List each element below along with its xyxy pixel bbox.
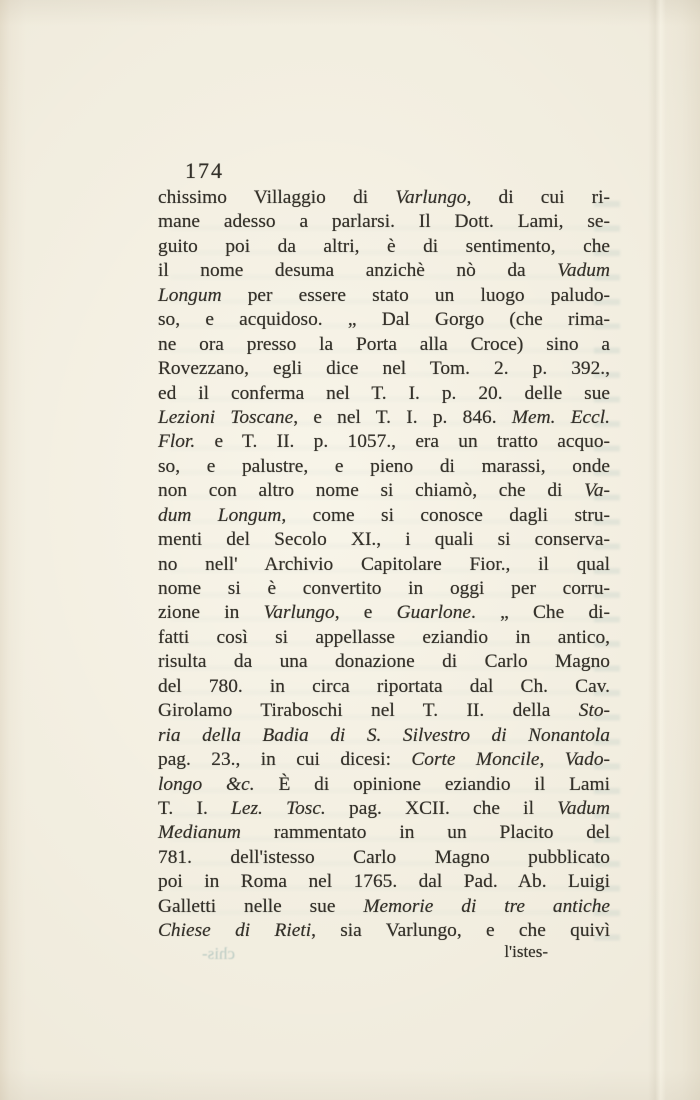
text-segment: ne ora presso la Porta alla Croce) sino a <box>158 333 610 355</box>
text-line <box>158 650 610 674</box>
text-line <box>158 821 610 845</box>
text-line <box>158 406 610 430</box>
text-line <box>158 308 610 332</box>
text-segment: 781. dell'istesso Carlo Magno pubblicato <box>158 846 610 868</box>
text-segment: Corte Moncile <box>411 749 540 771</box>
text-segment: Va- <box>584 480 610 502</box>
text-segment: , di cui ri- <box>466 187 610 208</box>
text-segment: pag. 23., in cui dicesi: <box>158 749 412 771</box>
text-segment: Guarlone <box>396 602 471 624</box>
text-segment: , come si conosce dagli stru- <box>281 504 611 526</box>
text-segment: , sia Varlungo, e che quivì <box>311 920 610 942</box>
text-line <box>158 259 610 283</box>
text-line <box>158 626 610 650</box>
text-segment: ed il conferma nel T. I. p. 20. delle sue <box>158 382 610 404</box>
text-line <box>158 773 610 797</box>
text-segment: Longum <box>158 284 222 306</box>
text-segment: rammentato in un Placito del <box>240 822 610 844</box>
text-line <box>158 210 610 234</box>
text-segment: , e <box>334 602 397 624</box>
text-segment: Rovezzano, egli dice nel Tom. 2. p. 392., <box>158 358 610 380</box>
verso-show-through-catchword: chis- <box>202 944 236 963</box>
text-segment: Varlungo <box>263 602 335 624</box>
text-line <box>158 528 610 552</box>
text-segment: non con altro nome si chiamò, che di <box>158 480 585 502</box>
text-segment: so, e palustre, e pieno di marassi, onde <box>158 455 610 477</box>
text-line <box>158 870 610 894</box>
text-segment: Vado- <box>564 749 610 771</box>
text-line <box>158 724 610 748</box>
text-segment: il nome desuma anzichè nò da <box>158 260 558 282</box>
page-number: 174 <box>185 158 224 183</box>
text-line <box>158 919 610 943</box>
text-segment: Lez. Tosc. <box>231 797 326 819</box>
text-segment: È di opinione eziandio il Lami <box>254 773 611 795</box>
text-line <box>158 675 610 699</box>
text-segment: Lezioni Toscane <box>158 406 294 428</box>
text-segment: , e nel T. I. p. 846. <box>293 406 512 428</box>
text-segment: e T. II. p. 1057., era un tratto acquo- <box>195 431 610 453</box>
text-line <box>158 553 610 577</box>
text-segment: Memorie di tre antiche <box>363 895 610 917</box>
text-segment: so, e acquidoso. „ Dal Gorgo (che rima- <box>158 309 610 331</box>
text-segment: fatti così si appellasse eziandio in antico, <box>158 626 610 648</box>
text-segment: per essere stato un luogo paludo- <box>221 284 610 306</box>
text-segment: . „ Che di- <box>471 602 610 624</box>
text-segment: guito poi da altri, è di sentimento, che <box>158 235 610 257</box>
text-segment: Sto- <box>578 700 610 722</box>
text-segment: mane adesso a parlarsi. Il Dott. Lami, se- <box>158 211 610 233</box>
text-segment: T. I. <box>158 797 232 819</box>
text-segment: dum Longum <box>158 504 282 526</box>
text-line <box>158 455 610 479</box>
text-line <box>158 382 610 406</box>
text-segment: , <box>539 749 565 771</box>
text-line <box>158 333 610 357</box>
text-segment: Girolamo Tiraboschi nel T. II. della <box>158 700 579 722</box>
text-segment: no nell' Archivio Capitolare Fior., il qual <box>158 553 610 575</box>
text-line <box>158 186 610 210</box>
text-segment: Flor. <box>158 431 196 453</box>
text-segment: zione in <box>158 602 264 624</box>
text-line <box>158 357 610 381</box>
text-line <box>158 895 610 919</box>
text-segment: pag. XCII. che il <box>325 797 558 819</box>
text-segment: poi in Roma nel 1765. dal Pad. Ab. Luigi <box>158 871 610 893</box>
text-line <box>158 601 610 625</box>
catchword: l'istes- <box>504 942 548 961</box>
text-block <box>158 186 610 944</box>
text-segment: nome si è convertito in oggi per corru- <box>158 578 610 599</box>
text-segment: Vadum <box>557 797 610 819</box>
text-line <box>158 504 610 528</box>
text-segment: Mem. Eccl. <box>511 406 610 428</box>
paper-edge-crease <box>648 0 666 1100</box>
text-segment: longo &c. <box>158 773 255 795</box>
text-line <box>158 748 610 772</box>
text-segment: chissimo Villaggio di <box>158 187 396 208</box>
text-segment: Chiese di Rieti <box>158 920 312 942</box>
text-segment: risulta da una donazione di Carlo Magno <box>158 651 610 673</box>
text-segment: Medianum <box>158 822 241 844</box>
text-line <box>158 846 610 870</box>
text-segment: Vadum <box>557 260 610 282</box>
text-segment: Galletti nelle sue <box>158 895 364 917</box>
text-line <box>158 235 610 259</box>
text-segment: ria della Badia di S. Silvestro di Nonantola <box>158 724 610 746</box>
text-line <box>158 284 610 308</box>
text-segment: del 780. in circa riportata dal Ch. Cav. <box>158 675 610 697</box>
text-line <box>158 797 610 821</box>
text-line <box>158 577 610 601</box>
text-segment: menti del Secolo XI., i quali si conserva- <box>158 529 610 551</box>
text-segment: Varlungo <box>395 187 467 208</box>
text-line <box>158 430 610 454</box>
text-line <box>158 699 610 723</box>
text-line <box>158 479 610 503</box>
